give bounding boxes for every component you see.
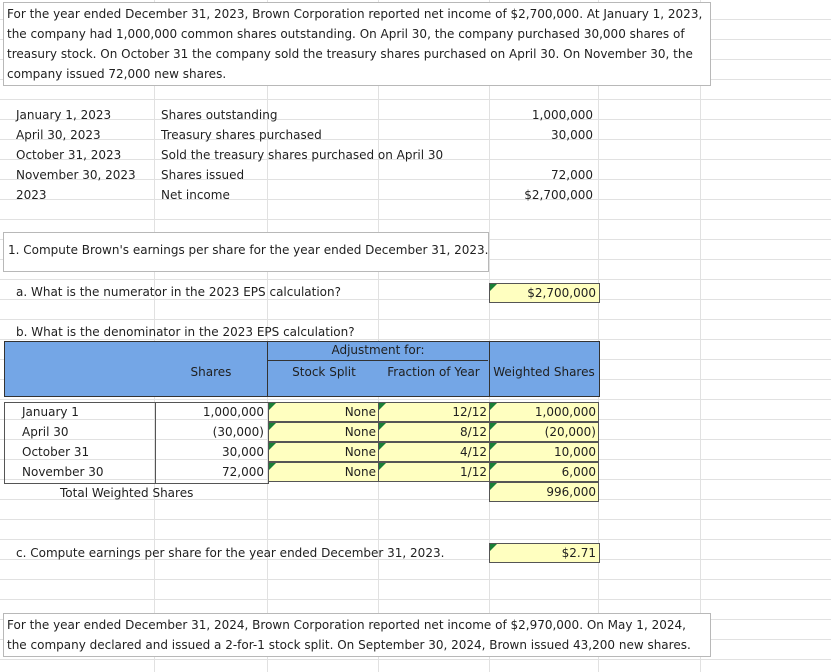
gridline: [700, 0, 701, 672]
gridline: [378, 0, 379, 672]
split-input[interactable]: None: [268, 442, 379, 462]
fact-date: 2023: [16, 188, 47, 202]
split-input[interactable]: None: [268, 422, 379, 442]
row-shares: 30,000: [222, 445, 264, 459]
total-label: Total Weighted Shares: [60, 486, 194, 500]
fraction-input[interactable]: 4/12: [378, 442, 490, 462]
fact-value: 30,000: [551, 128, 593, 142]
facts-values: [490, 105, 593, 205]
fact-desc: Sold the treasury shares purchased on April 30: [161, 148, 444, 162]
row-shares: 72,000: [222, 465, 264, 479]
question-a: a. What is the numerator in the 2023 EPS calculation?: [16, 285, 341, 299]
total-weighted-input[interactable]: 996,000: [489, 482, 599, 502]
question-b: b. What is the denominator in the 2023 EPS calculation?: [16, 325, 355, 339]
intro-paragraph: For the year ended December 31, 2023, Brown Corporation reported net income of $2,700,000. At January 1, 2023, the company had 1,000,000 common shares outstanding. On April 30, the company purchased 30,000 shares of treasury stock. On October 31 the company sold the treasury shares purchased on April 30. On November 30, the company issued 72,000 new shares.: [3, 2, 711, 86]
fact-value: 1,000,000: [531, 108, 593, 122]
col-stock-split: Stock Split: [292, 365, 356, 379]
row-shares: 1,000,000: [202, 405, 264, 419]
fact-date: January 1, 2023: [16, 108, 112, 122]
fraction-input[interactable]: 1/12: [378, 462, 490, 482]
adjustment-header: Adjustment for:: [268, 343, 488, 361]
row-date: October 31: [22, 445, 90, 459]
weighted-input[interactable]: 6,000: [489, 462, 599, 482]
split-input[interactable]: None: [268, 402, 379, 422]
header-divider: [267, 341, 268, 397]
question-1-box: [3, 232, 489, 272]
weighted-input[interactable]: 10,000: [489, 442, 599, 462]
col-fraction: Fraction of Year: [387, 365, 480, 379]
weighted-input[interactable]: 1,000,000: [489, 402, 599, 422]
fact-desc: Net income: [161, 188, 230, 202]
row-date: November 30: [22, 465, 104, 479]
second-paragraph: For the year ended December 31, 2024, Brown Corporation reported net income of $2,970,000. On May 1, 2024, the company declared and issued a 2-for-1 stock split. On September 30, 2024, Brown issued 43,200 new shares.: [3, 613, 711, 657]
question-c: c. Compute earnings per share for the year ended December 31, 2023.: [16, 546, 445, 560]
fact-desc: Shares outstanding: [161, 108, 278, 122]
facts-dates: [16, 105, 136, 205]
row-shares: (30,000): [212, 425, 264, 439]
fraction-input[interactable]: 8/12: [378, 422, 490, 442]
facts-descriptions: [161, 105, 443, 205]
fraction-input[interactable]: 12/12: [378, 402, 490, 422]
fact-desc: Treasury shares purchased: [161, 128, 322, 142]
fact-value: 72,000: [551, 168, 593, 182]
gridline: [598, 0, 599, 672]
fact-date: October 31, 2023: [16, 148, 122, 162]
question-1: 1. Compute Brown's earnings per share for the year ended December 31, 2023.: [8, 243, 489, 257]
row-date: January 1: [22, 405, 79, 419]
fact-date: November 30, 2023: [16, 168, 136, 182]
row-date: April 30: [22, 425, 69, 439]
fact-value: [490, 145, 593, 165]
col-shares: Shares: [190, 365, 232, 379]
col-weighted: Weighted Shares: [493, 365, 595, 379]
split-input[interactable]: None: [268, 462, 379, 482]
fact-date: April 30, 2023: [16, 128, 101, 142]
answer-a-input[interactable]: $2,700,000: [489, 283, 600, 303]
fact-value: $2,700,000: [524, 188, 593, 202]
answer-c-input[interactable]: $2.71: [489, 543, 600, 563]
weighted-input[interactable]: (20,000): [489, 422, 599, 442]
fact-desc: Shares issued: [161, 168, 245, 182]
gridline: [489, 0, 490, 672]
